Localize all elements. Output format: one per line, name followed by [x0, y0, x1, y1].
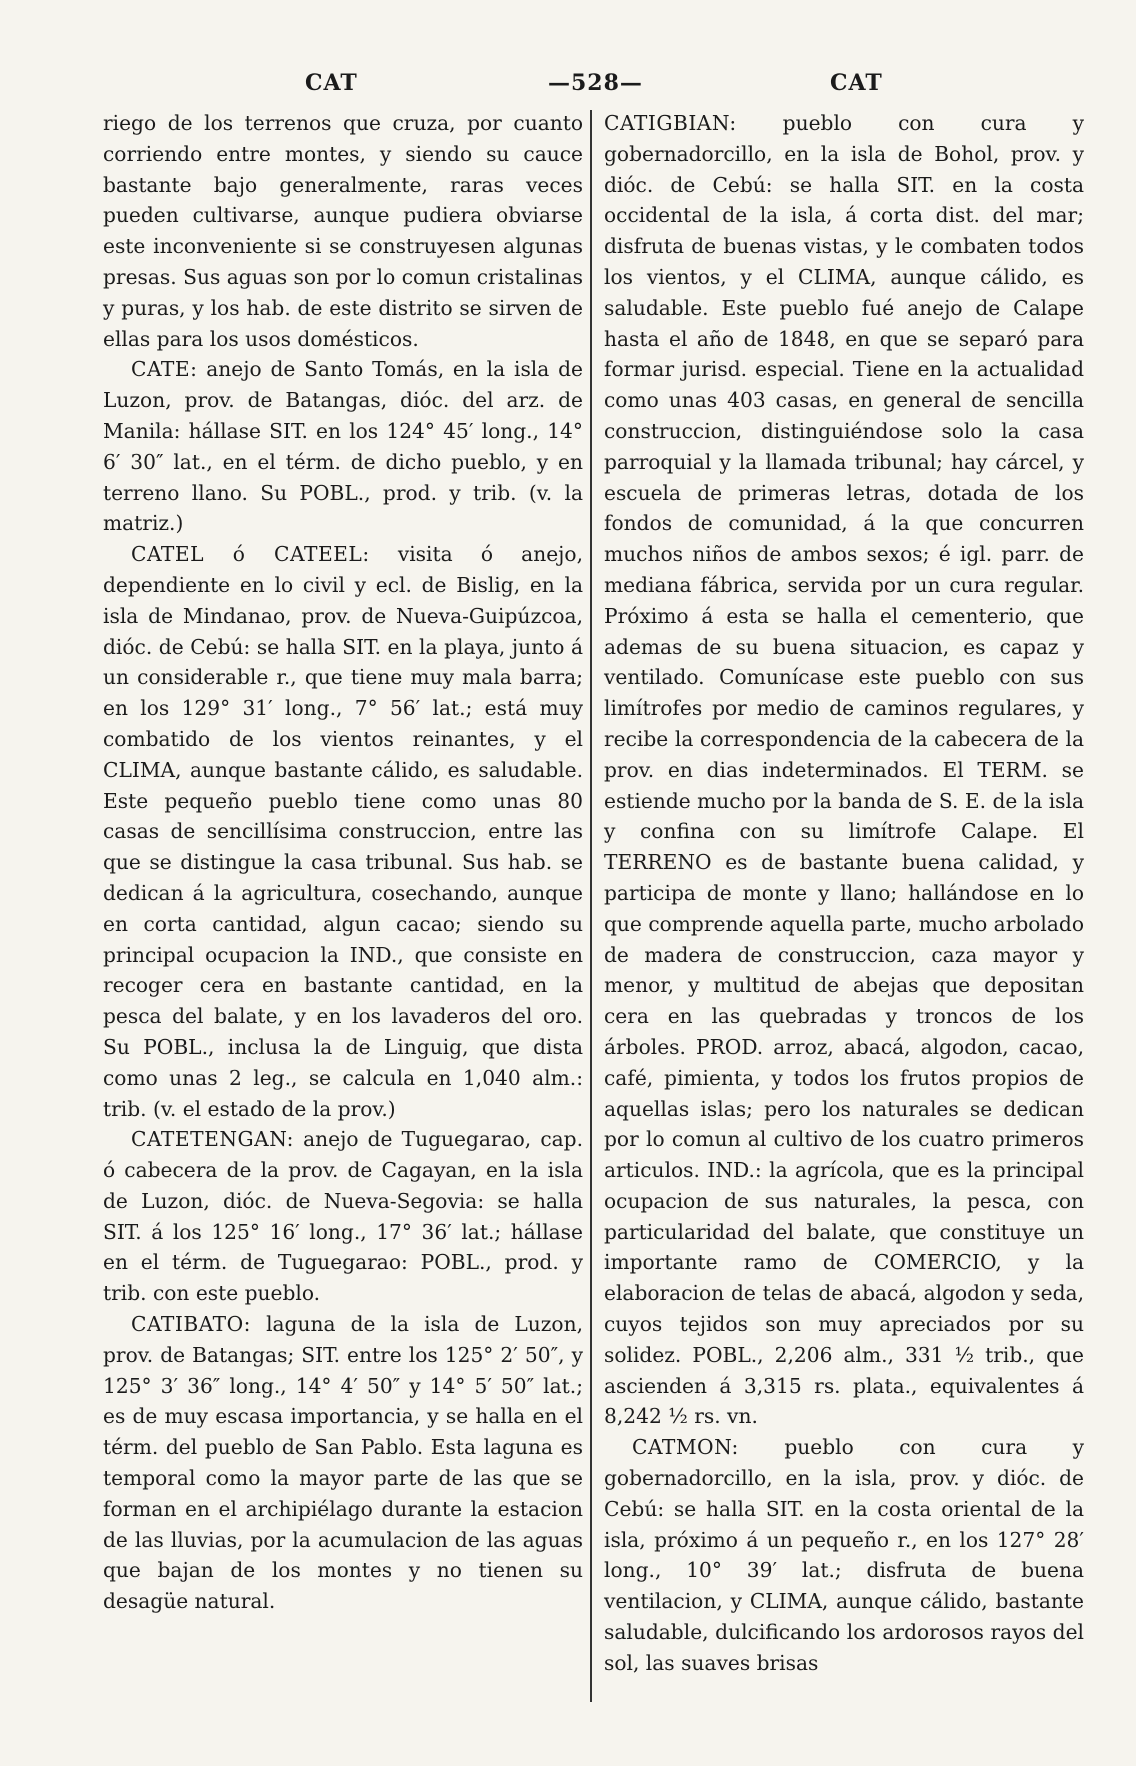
entry-headword: CATIGBIAN:	[604, 111, 737, 135]
entry-body: pueblo con cura y gobernadorcillo, en la isla de Bohol, prov. y dióc. de Cebú: se halla SIT. en la costa occidental de la isla, á corta dist. del mar; disfruta de buenas vistas, y le combaten todos los vientos, y el CLIMA, aunque cálido, es saludable. Este pueblo fué anejo de Calape hasta el año de 1848, en que se separó para formar jurisd. especial. Tiene en la actualidad como unas 403 casas, en general de sencilla construccion, distinguiéndose solo la casa parroquial y la llamada tribunal; hay cárcel, y escuela de primeras letras, dotada de los fondos de comunidad, á la que concurren muchos niños de ambos sexos; é igl. parr. de mediana fábrica, servida por un cura regular. Próximo á esta se halla el cementerio, que ademas de su buena situacion, es capaz y ventilado. Comunícase este pueblo con sus limítrofes por medio de caminos regulares, y recibe la correspondencia de la cabecera de la prov. en dias indeterminados. El TERM. se estiende mucho por la banda de S. E. de la isla y confina con su limítrofe Calape. El TERRENO es de bastante buena calidad, y participa de monte y llano; hallándose en lo que comprende aquella parte, mucho arbolado de madera de construccion, caza mayor y menor, y multitud de abejas que depositan cera en las quebradas y troncos de los árboles. PROD. arroz, abacá, algodon, cacao, café, pimienta, y todos los frutos propios de aquellas islas; pero los naturales se dedican por lo comun al cultivo de los cuatro primeros articulos. IND.: la agrícola, que es la principal ocupacion de sus naturales, la pesca, con particularidad del balate, que constituye un importante ramo de COMERCIO, y la elaboracion de telas de abacá, algodon y seda, cuyos tejidos son muy apreciados por su solidez. POBL., 2,206 alm., 331 ½ trib., que ascienden á 3,315 rs. plata., equivalentes á 8,242 ½ rs. vn.	[604, 111, 1084, 1429]
page-number: —528—	[548, 70, 643, 96]
entry-body: anejo de Santo Tomás, en la isla de Luzon, prov. de Batangas, dióc. del arz. de Manila: hállase SIT. en los 124° 45′ long., 14° 6′ 30″ lat., en el térm. de dicho pueblo, y en terreno llano. Su POBL., prod. y trib. (v. la matriz.)	[103, 357, 583, 536]
left-column	[103, 108, 583, 1617]
entry-headword: CATEL ó CATEEL:	[131, 542, 370, 567]
entry-headword: CATETENGAN:	[131, 1127, 294, 1152]
entry-catel	[103, 539, 583, 1124]
entry-cate	[103, 354, 583, 539]
running-header	[0, 70, 1136, 106]
header-left-guideword: CAT	[305, 70, 358, 96]
column-divider	[590, 110, 592, 1702]
header-right-guideword: CAT	[830, 70, 883, 96]
entry-body: laguna de la isla de Luzon, prov. de Batangas; SIT. entre los 125° 2′ 50″, y 125° 3′ 36″ long., 14° 4′ 50″ y 14° 5′ 50″ lat.; es de muy escasa importancia, y se halla en el térm. del pueblo de San Pablo. Esta laguna es temporal como la mayor parte de las que se forman en el archipiélago durante la estacion de las lluvias, por la acumulacion de las aguas que bajan de los montes y no tienen su desagüe natural.	[103, 1312, 583, 1614]
entry-body: anejo de Tuguegarao, cap. ó cabecera de la prov. de Cagayan, en la isla de Luzon, dióc. de Nueva-Segovia: se halla SIT. á los 125° 16′ long., 17° 36′ lat.; hállase en el térm. de Tuguegarao: POBL., prod. y trib. con este pueblo.	[103, 1127, 583, 1306]
entry-body: visita ó anejo, dependiente en lo civil y ecl. de Bislig, en la isla de Mindanao, prov. de Nueva-Guipúzcoa, dióc. de Cebú: se halla SIT. en la playa, junto á un considerable r., que tiene muy mala barra; en los 129° 31′ long., 7° 56′ lat.; está muy combatido de los vientos reinantes, y el CLIMA, aunque bastante cálido, es saludable. Este pequeño pueblo tiene como unas 80 casas de sencillísima construccion, entre las que se distingue la casa tribunal. Sus hab. se dedican á la agricultura, cosechando, aunque en corta cantidad, algun cacao; siendo su principal ocupacion la IND., que consiste en recoger cera en bastante cantidad, en la pesca del balate, y en los lavaderos del oro. Su POBL., inclusa la de Linguig, que dista como unas 2 leg., se calcula en 1,040 alm.: trib. (v. el estado de la prov.)	[103, 542, 583, 1121]
entry-headword: CATIBATO:	[131, 1312, 251, 1337]
entry-body: pueblo con cura y gobernadorcillo, en la isla, prov. y dióc. de Cebú: se halla SIT. en la costa oriental de la isla, próximo á un pequeño r., en los 127° 28′ long., 10° 39′ lat.; disfruta de buena ventilacion, y CLIMA, aunque cálido, bastante saludable, dulcificando los ardorosos rayos del sol, las suaves brisas	[604, 1435, 1084, 1675]
entry-headword: CATMON:	[632, 1435, 739, 1460]
continuation-text: riego de los terrenos que cruza, por cuanto corriendo entre montes, y siendo su cauce bastante bajo generalmente, raras veces pueden cultivarse, aunque pudiera obviarse este inconveniente si se construyesen algunas presas. Sus aguas son por lo comun cristalinas y puras, y los hab. de este distrito se sirven de ellas para los usos domésticos.	[103, 111, 583, 351]
entry-headword: CATE:	[131, 357, 198, 382]
entry-catigbian	[604, 108, 1084, 1432]
entry-catetengan	[103, 1124, 583, 1309]
right-column	[604, 108, 1084, 1679]
entry-catmon	[604, 1432, 1084, 1678]
entry-catibato	[103, 1309, 583, 1617]
